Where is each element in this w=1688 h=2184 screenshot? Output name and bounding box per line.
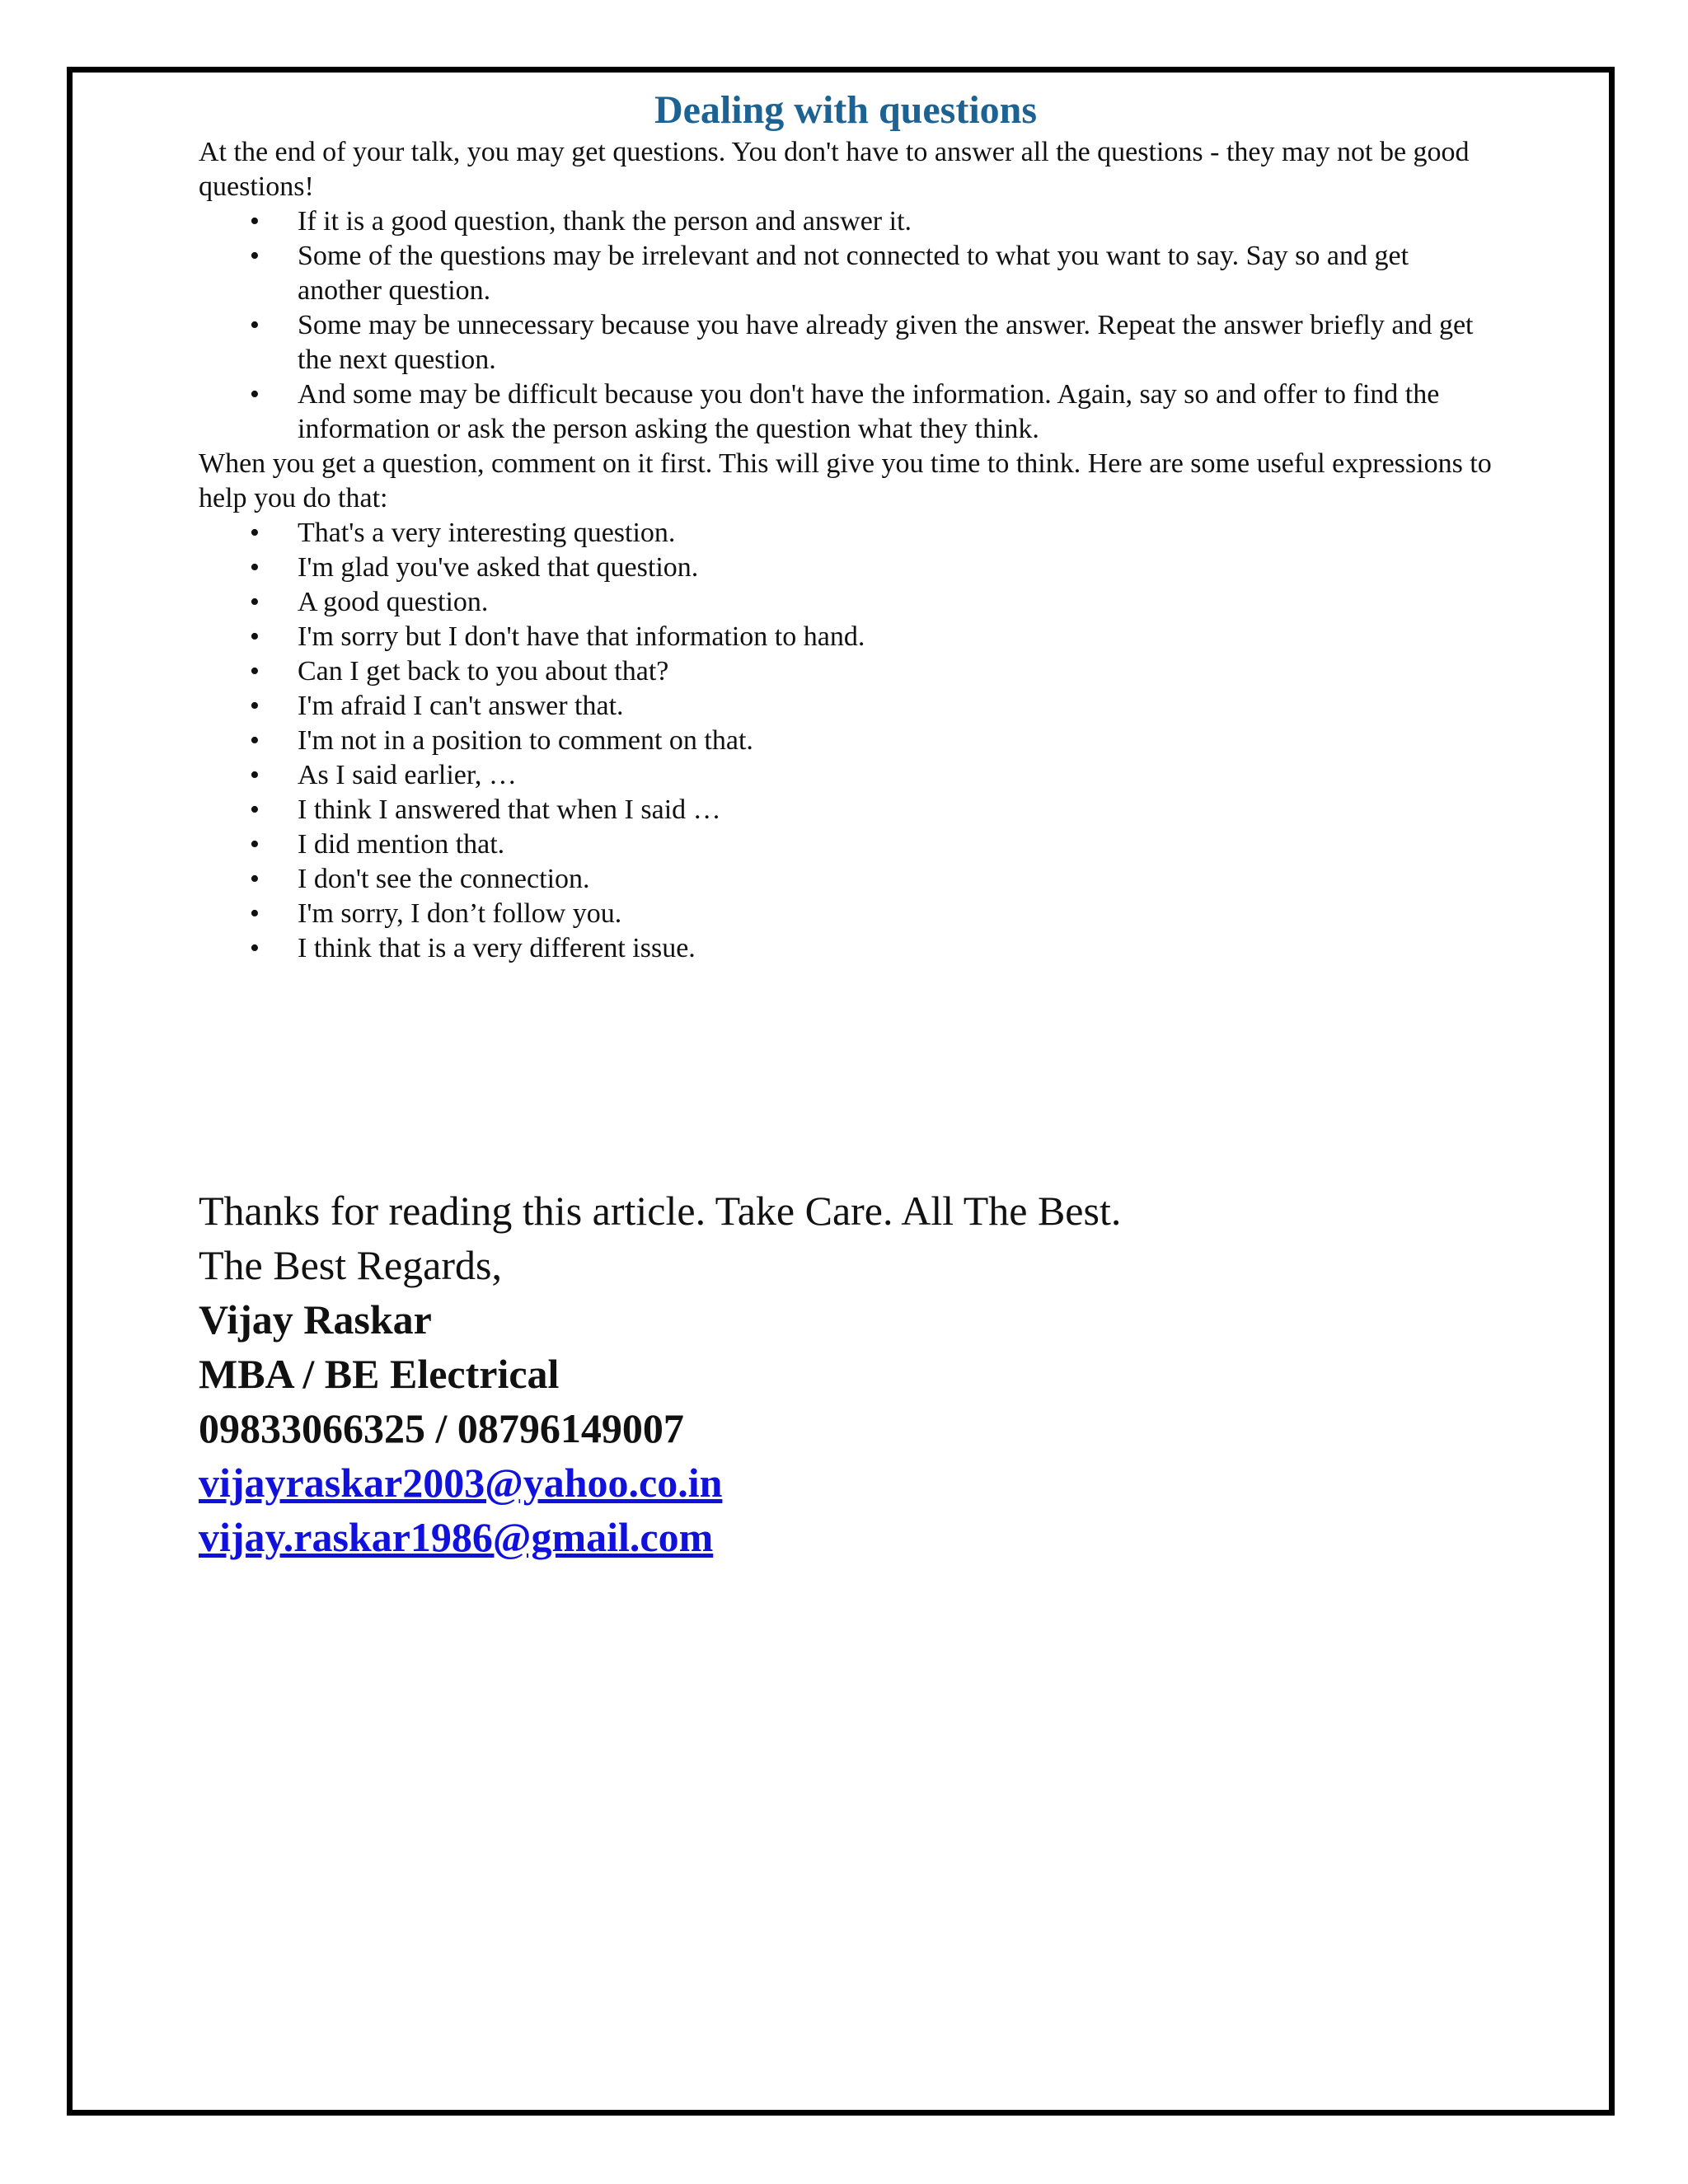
list-item-text: I'm glad you've asked that question. xyxy=(298,552,699,583)
list-item-text: Some of the questions may be irrelevant and not connected to what you want to say. Say so and get another question. xyxy=(298,241,1409,306)
list-item xyxy=(199,308,1493,377)
list-item-text: I'm sorry, I don’t follow you. xyxy=(298,898,622,929)
list-item-text: I'm afraid I can't answer that. xyxy=(298,691,624,721)
list-item xyxy=(199,204,1493,239)
bullet-icon: • xyxy=(250,552,260,583)
list-item xyxy=(199,551,1493,585)
list-item-text: That's a very interesting question. xyxy=(298,518,676,548)
author-qualification: MBA / BE Electrical xyxy=(199,1351,560,1397)
bullet-icon: • xyxy=(250,206,260,237)
signature-block xyxy=(199,1183,1435,1564)
bullet-icon: • xyxy=(250,379,260,410)
list-item-text: Can I get back to you about that? xyxy=(298,656,669,687)
list-item-text: As I said earlier, … xyxy=(298,760,517,790)
bullet-icon: • xyxy=(250,587,260,617)
list-item-text: I think I answered that when I said … xyxy=(298,794,721,825)
list-item xyxy=(199,827,1493,862)
bullet-icon: • xyxy=(250,898,260,929)
expressions-list xyxy=(199,516,1493,966)
list-item xyxy=(199,793,1493,827)
list-item xyxy=(199,516,1493,551)
list-item-text: A good question. xyxy=(298,587,489,617)
bullet-icon: • xyxy=(250,864,260,894)
article-body xyxy=(199,86,1493,966)
list-item xyxy=(199,862,1493,897)
bullet-icon: • xyxy=(250,241,260,271)
bullet-icon: • xyxy=(250,656,260,687)
list-item xyxy=(199,689,1493,724)
thanks-line: Thanks for reading this article. Take Care. All The Best. xyxy=(199,1188,1122,1234)
list-item-text: And some may be difficult because you don't have the information. Again, say so and offer to find the information or ask the person asking the question what they think. xyxy=(298,379,1440,444)
bullet-icon: • xyxy=(250,310,260,340)
list-item xyxy=(199,897,1493,931)
bullet-icon: • xyxy=(250,933,260,963)
bullet-icon: • xyxy=(250,829,260,860)
bullet-icon: • xyxy=(250,725,260,756)
list-item xyxy=(199,585,1493,620)
list-item xyxy=(199,239,1493,308)
author-phones: 09833066325 / 08796149007 xyxy=(199,1405,684,1451)
bullet-icon: • xyxy=(250,760,260,790)
list-item xyxy=(199,724,1493,758)
list-item-text: I don't see the connection. xyxy=(298,864,590,894)
email-link-gmail[interactable]: vijay.raskar1986@gmail.com xyxy=(199,1514,714,1560)
bullet-icon: • xyxy=(250,621,260,652)
list-item xyxy=(199,931,1493,966)
list-item xyxy=(199,654,1493,689)
regards-line: The Best Regards, xyxy=(199,1242,502,1288)
intro-paragraph: At the end of your talk, you may get questions. You don't have to answer all the questions - they may not be good questions! xyxy=(199,137,1470,202)
bullet-icon: • xyxy=(250,518,260,548)
list-item-text: I think that is a very different issue. xyxy=(298,933,696,963)
question-types-list xyxy=(199,204,1493,447)
list-item xyxy=(199,758,1493,793)
page-title: Dealing with questions xyxy=(654,88,1038,132)
bullet-icon: • xyxy=(250,794,260,825)
list-item-text: I did mention that. xyxy=(298,829,505,860)
bullet-icon: • xyxy=(250,691,260,721)
list-item xyxy=(199,620,1493,654)
list-item-text: I'm sorry but I don't have that information to hand. xyxy=(298,621,865,652)
list-item-text: Some may be unnecessary because you have already given the answer. Repeat the answer briefly and get the next question. xyxy=(298,310,1474,375)
expressions-intro-paragraph: When you get a question, comment on it first. This will give you time to think. Here are some useful expressions to help you do that: xyxy=(199,448,1492,513)
list-item-text: I'm not in a position to comment on that. xyxy=(298,725,753,756)
list-item xyxy=(199,377,1493,447)
author-name: Vijay Raskar xyxy=(199,1296,432,1343)
email-link-yahoo[interactable]: vijayraskar2003@yahoo.co.in xyxy=(199,1460,723,1506)
list-item-text: If it is a good question, thank the person and answer it. xyxy=(298,206,912,237)
